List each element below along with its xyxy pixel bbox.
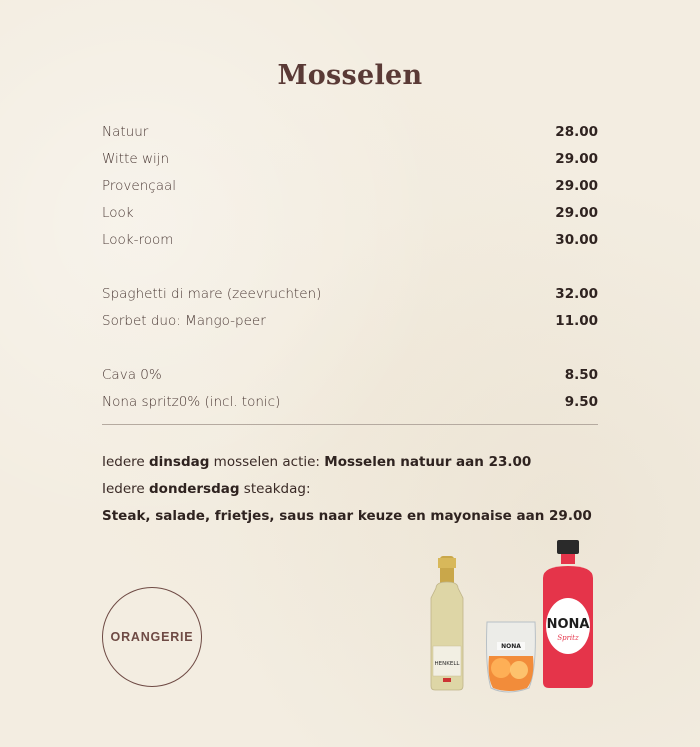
- menu-item: [102, 145, 598, 172]
- promo-line-tuesday: [102, 449, 622, 476]
- menu-item: [102, 199, 598, 226]
- menu-item-price: 28.00: [555, 123, 598, 140]
- drinks-illustration: [425, 538, 605, 698]
- menu-item-label: Look: [102, 204, 134, 221]
- promo-text: Iedere: [102, 454, 150, 470]
- promo-text: Iedere: [102, 481, 150, 497]
- promo-day: dondersdag: [149, 481, 240, 497]
- menu-item-label: Witte wijn: [102, 150, 170, 167]
- promo-line-steak: [102, 503, 622, 530]
- menu-item: [102, 307, 598, 334]
- promo-text: steakdag:: [239, 481, 311, 497]
- section-gap: [102, 253, 598, 280]
- menu-item-label: Provençaal: [102, 177, 176, 194]
- menu-item-label: Look-room: [102, 231, 174, 248]
- menu-item-price: 29.00: [555, 177, 598, 194]
- divider: [102, 424, 598, 425]
- menu-item-price: 9.50: [564, 393, 598, 410]
- menu-item-label: Sorbet duo: Mango-peer: [102, 312, 266, 329]
- menu-item-price: 11.00: [555, 312, 598, 329]
- menu-item: [102, 172, 598, 199]
- section-gap: [102, 334, 598, 361]
- henkell-bottle-icon: [431, 556, 463, 690]
- menu-item-price: 8.50: [564, 366, 598, 383]
- promo-notes: [102, 449, 622, 530]
- spritz-glass-icon: [487, 622, 536, 692]
- menu-item-price: 29.00: [555, 150, 598, 167]
- promo-day: dinsdag: [149, 454, 210, 470]
- nona-bottle-icon: [543, 540, 593, 688]
- menu-item-label: Natuur: [102, 123, 149, 140]
- promo-text: mosselen actie:: [209, 454, 325, 470]
- menu-list: [102, 118, 598, 415]
- menu-item: [102, 361, 598, 388]
- orangerie-logo: ORANGERIE: [102, 587, 202, 687]
- menu-item-label: Nona spritz0% (incl. tonic): [102, 393, 281, 410]
- menu-item: [102, 226, 598, 253]
- nona-label: NONA: [546, 617, 590, 632]
- menu-item-price: 32.00: [555, 285, 598, 302]
- menu-item: [102, 118, 598, 145]
- menu-item: [102, 388, 598, 415]
- promo-offer: Steak, salade, frietjes, saus naar keuze en mayonaise aan 29.00: [102, 508, 592, 524]
- menu-item-label: Cava 0%: [102, 366, 162, 383]
- page-title: Mosselen: [277, 60, 423, 91]
- menu-item-label: Spaghetti di mare (zeevruchten): [102, 285, 322, 302]
- glass-label: NONA: [501, 643, 521, 650]
- nona-sub-label: Spritz: [557, 634, 579, 642]
- menu-item: [102, 280, 598, 307]
- menu-item-price: 29.00: [555, 204, 598, 221]
- henkell-label: HENKELL: [434, 661, 460, 667]
- promo-offer: Mosselen natuur aan 23.00: [324, 454, 532, 470]
- promo-line-thursday: [102, 476, 622, 503]
- menu-item-price: 30.00: [555, 231, 598, 248]
